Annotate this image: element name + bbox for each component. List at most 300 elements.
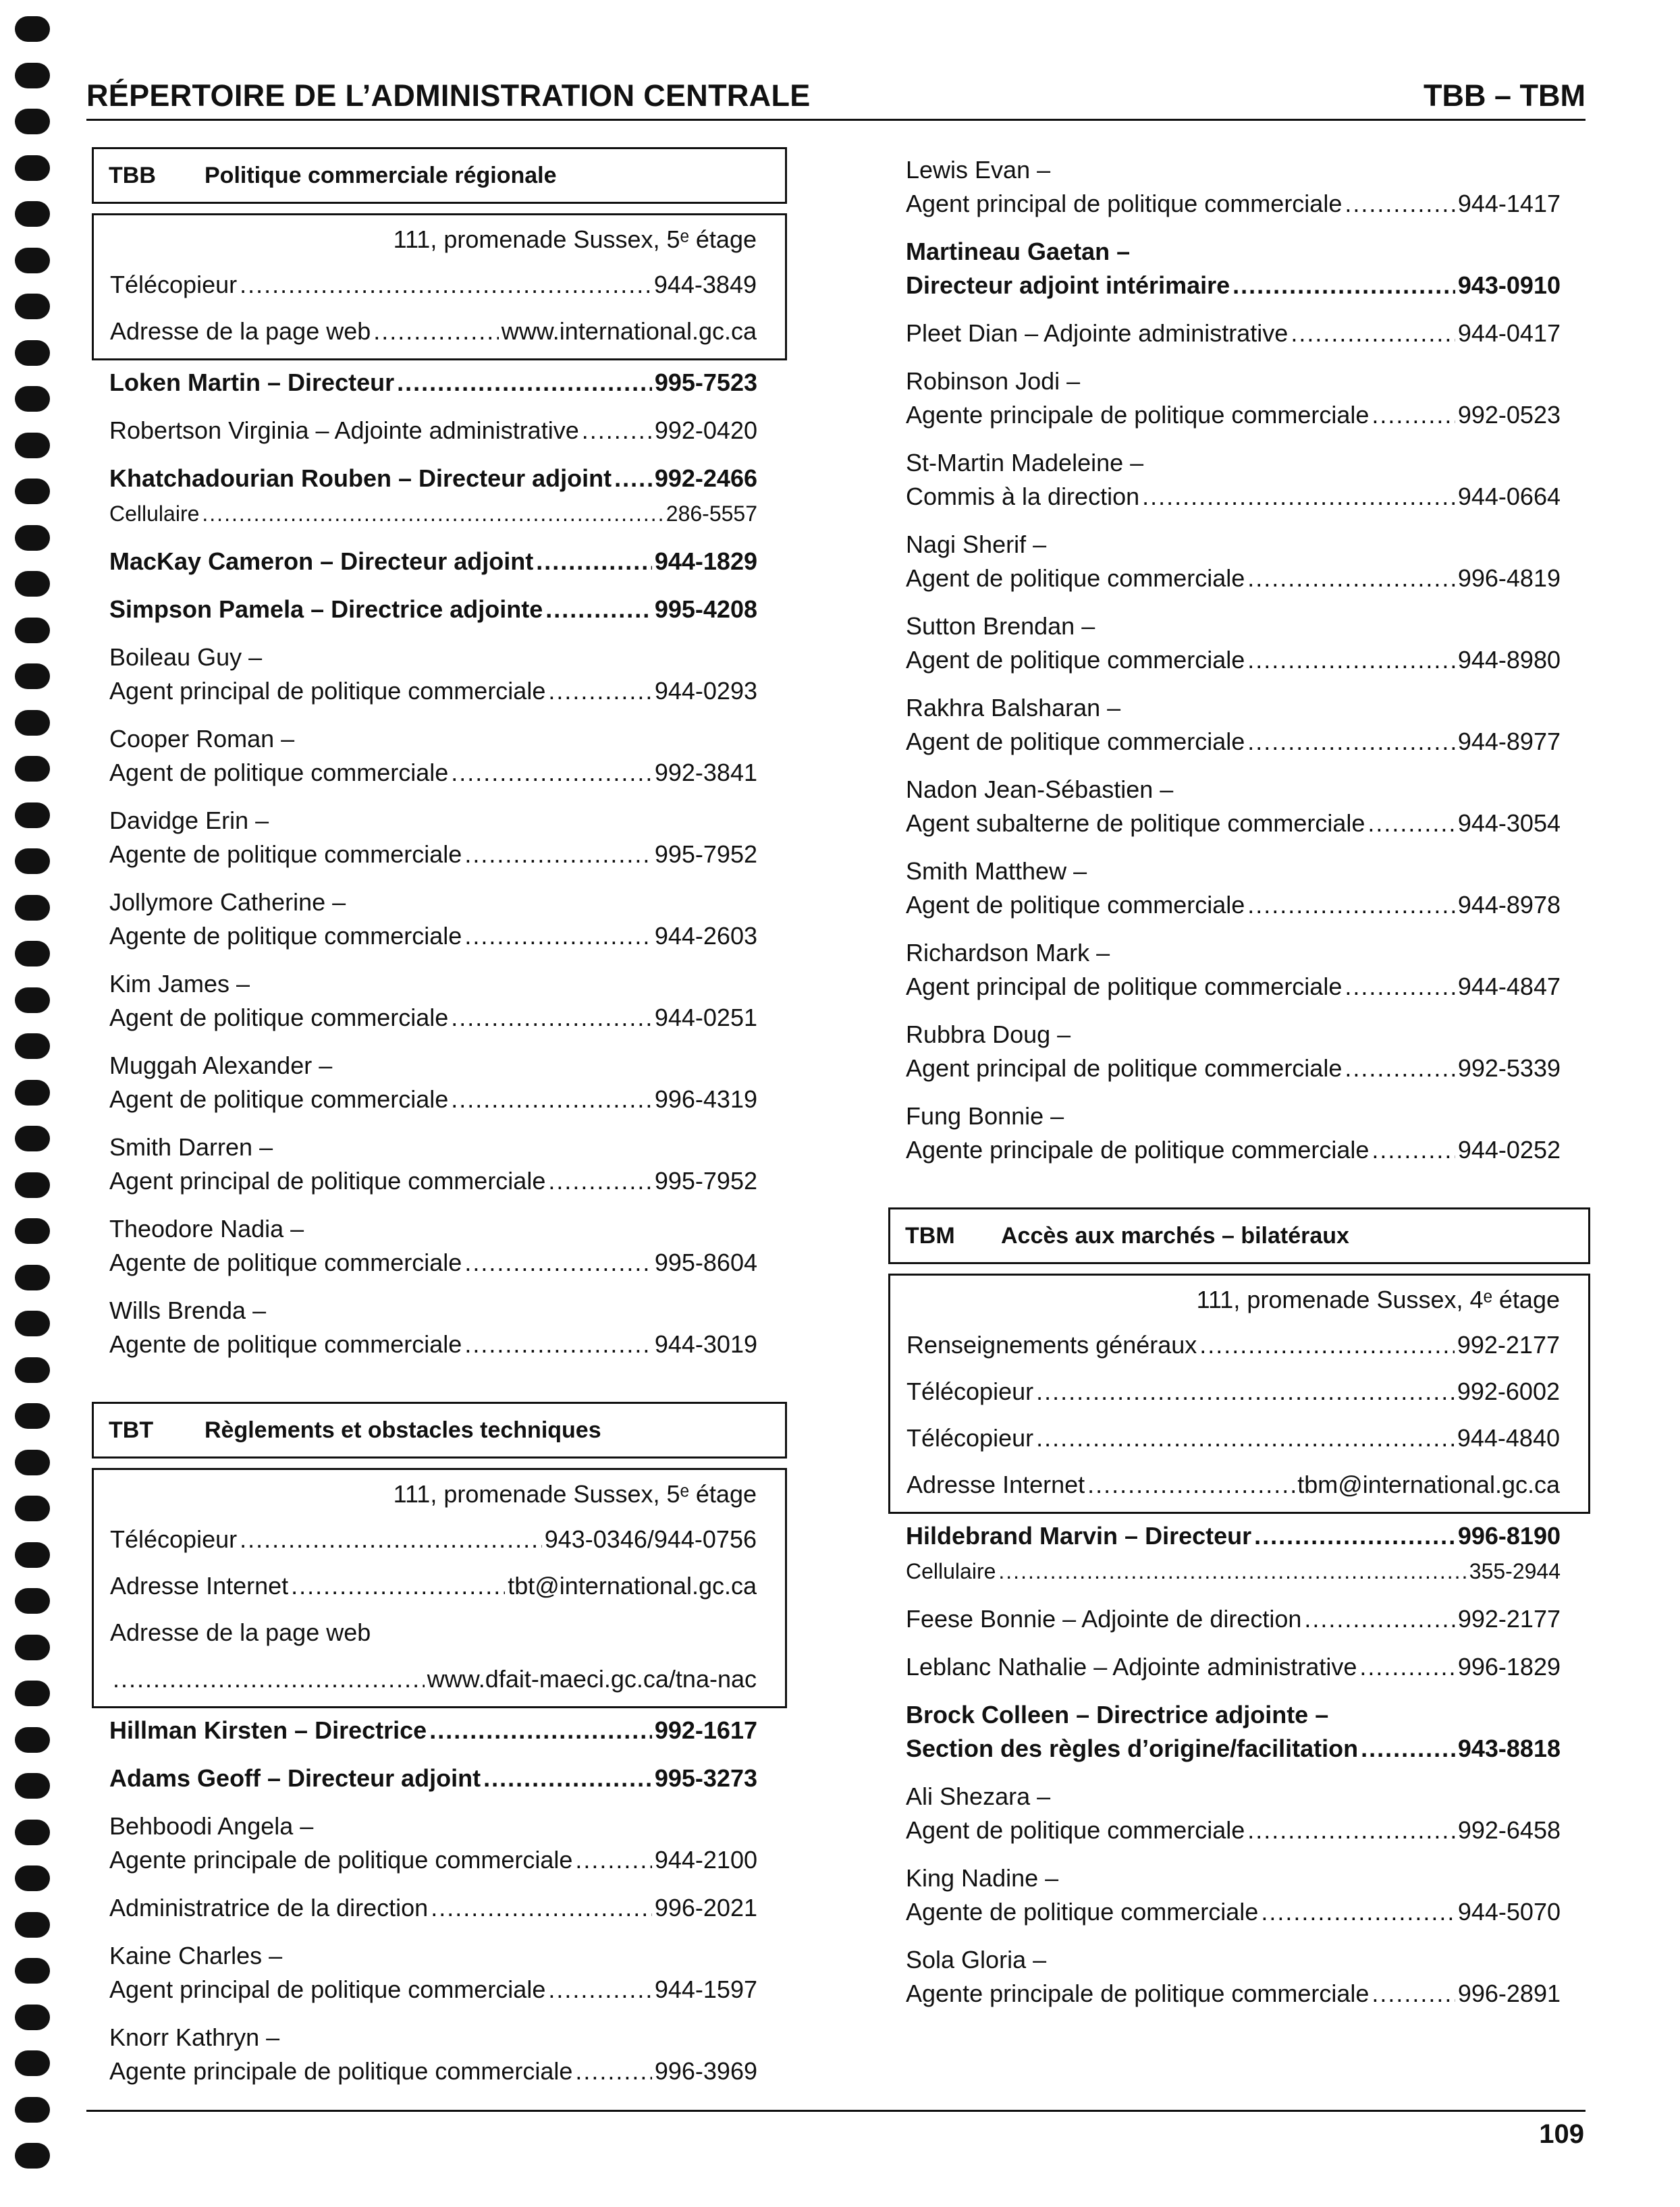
section-name: Accès aux marchés – bilatéraux	[1001, 1223, 1349, 1249]
section-address: 111, promenade Sussex, 5ᵉ étage	[393, 1480, 757, 1508]
staff-entry	[109, 1130, 757, 1198]
staff-entry	[109, 462, 757, 495]
staff-name: Kaine Charles –	[109, 1942, 283, 1969]
phone-number: 992-0420	[654, 416, 757, 444]
staff-title-line	[906, 562, 1561, 595]
staff-entry	[906, 1554, 1561, 1588]
staff-name: Sutton Brendan –	[906, 612, 1095, 640]
phone-number: 944-2100	[654, 1846, 757, 1874]
dot-leader	[397, 366, 652, 400]
staff-entry	[906, 446, 1561, 514]
staff-entry	[906, 1943, 1561, 2011]
dot-leader	[1247, 562, 1455, 595]
staff-name: Boileau Guy –	[109, 643, 263, 671]
staff-line	[109, 462, 757, 495]
dot-leader	[1087, 1461, 1295, 1508]
binder-hole	[15, 1542, 50, 1568]
phone-number: 944-4847	[1457, 973, 1561, 1000]
staff-name: Richardson Mark –	[906, 939, 1110, 966]
staff-entry	[906, 153, 1561, 221]
phone-number: 996-2021	[654, 1894, 757, 1922]
staff-title: Agent de politique commerciale	[906, 1816, 1245, 1844]
dot-leader	[451, 1001, 652, 1035]
staff-title-line	[906, 1732, 1561, 1766]
dot-leader	[1361, 1732, 1455, 1766]
staff-title: Agent subalterne de politique commerciale	[906, 809, 1365, 837]
staff-title: Agente principale de politique commerciale	[109, 2057, 573, 2085]
binder-hole	[15, 1172, 50, 1198]
page-number: 109	[1539, 2119, 1584, 2149]
staff-title: Agent de politique commerciale	[906, 891, 1245, 919]
staff-list	[92, 366, 787, 1361]
binder-hole	[15, 1357, 50, 1383]
binder-hole	[15, 479, 50, 504]
binder-hole	[15, 1033, 50, 1059]
staff-name: Fung Bonnie –	[906, 1102, 1064, 1130]
binder-hole	[15, 2050, 50, 2076]
staff-entry	[906, 235, 1561, 302]
dot-leader	[548, 674, 652, 708]
binder-hole	[15, 1265, 50, 1290]
section-gap	[888, 1167, 1590, 1207]
staff-title: Agente de politique commerciale	[109, 840, 462, 868]
staff-entry	[109, 1714, 757, 1747]
staff-line	[109, 593, 757, 626]
staff-name: Brock Colleen – Directrice adjointe –	[906, 1701, 1329, 1728]
staff-name: Behboodi Angela –	[109, 1812, 314, 1840]
staff-title-line	[109, 756, 757, 790]
staff-entry	[109, 1809, 757, 1877]
phone-number: 996-1829	[1457, 1653, 1561, 1681]
info-label: Télécopieur	[110, 1525, 238, 1553]
binder-hole	[15, 1080, 50, 1106]
dot-leader	[1304, 1602, 1455, 1636]
staff-title-line	[906, 1133, 1561, 1167]
dot-leader	[1036, 1415, 1455, 1461]
staff-name: Jollymore Catherine –	[109, 888, 346, 916]
staff-entry	[906, 1698, 1561, 1766]
staff-entry	[109, 593, 757, 626]
binder-hole	[15, 1218, 50, 1244]
staff-name: Smith Matthew –	[906, 857, 1087, 885]
staff-name: Robinson Jodi –	[906, 367, 1081, 395]
staff-entry	[906, 1099, 1561, 1167]
info-label: Renseignements généraux	[906, 1331, 1197, 1359]
dot-leader	[1232, 269, 1455, 302]
binder-hole	[15, 109, 50, 134]
staff-name: Khatchadourian Rouben – Directeur adjoint	[109, 464, 612, 492]
staff-title: Agent de politique commerciale	[109, 759, 449, 786]
binder-hole	[15, 618, 50, 643]
dot-leader	[451, 1083, 652, 1116]
staff-name: Leblanc Nathalie – Adjointe administrative	[906, 1653, 1357, 1681]
dot-leader	[1345, 970, 1455, 1004]
staff-name: Muggah Alexander –	[109, 1052, 333, 1079]
staff-name: Theodore Nadia –	[109, 1215, 304, 1243]
binder-hole	[15, 710, 50, 736]
phone-number: 944-1417	[1457, 190, 1561, 217]
staff-name: Hillman Kirsten – Directrice	[109, 1716, 427, 1744]
staff-line	[109, 1762, 757, 1795]
dot-leader	[582, 414, 652, 447]
phone-number: 996-4819	[1457, 564, 1561, 592]
binder-hole	[15, 848, 50, 874]
staff-title: Agent de politique commerciale	[906, 728, 1245, 755]
staff-name: Cooper Roman –	[109, 725, 295, 753]
staff-name: Adams Geoff – Directeur adjoint	[109, 1764, 481, 1792]
dot-leader	[1247, 888, 1455, 922]
dot-leader	[1036, 1368, 1455, 1415]
binder-hole	[15, 802, 50, 828]
binder-hole	[15, 2097, 50, 2123]
section-code: TBM	[905, 1223, 955, 1249]
staff-name: Administratrice de la direction	[109, 1894, 429, 1922]
info-label: Adresse Internet	[906, 1471, 1085, 1498]
phone-number: 944-1597	[654, 1976, 757, 2003]
phone-number: 944-0251	[654, 1004, 757, 1031]
staff-entry	[109, 497, 757, 530]
binder-hole	[15, 895, 50, 921]
section-info-box	[92, 213, 787, 360]
binder-hole	[15, 756, 50, 782]
binder-hole	[15, 1820, 50, 1845]
info-label: Adresse de la page web	[110, 317, 371, 345]
info-value: 992-6002	[1457, 1378, 1560, 1405]
staff-title: Agent principal de politique commerciale	[109, 1167, 546, 1195]
phone-number: 944-3019	[654, 1330, 757, 1358]
staff-entry	[906, 691, 1561, 759]
staff-title: Agent de politique commerciale	[906, 564, 1245, 592]
staff-entry	[906, 609, 1561, 677]
staff-title-line	[109, 1328, 757, 1361]
staff-title: Agent principal de politique commerciale	[109, 1976, 546, 2003]
staff-entry	[906, 1650, 1561, 1684]
phone-number: 944-8977	[1457, 728, 1561, 755]
dot-leader	[1247, 643, 1455, 677]
staff-name: King Nadine –	[906, 1864, 1059, 1892]
binder-hole	[15, 1450, 50, 1475]
staff-name: Hildebrand Marvin – Directeur	[906, 1522, 1252, 1550]
phone-number: 992-5339	[1457, 1054, 1561, 1082]
staff-entry	[906, 528, 1561, 595]
dot-leader	[1142, 480, 1455, 514]
dot-leader	[1372, 1133, 1455, 1167]
page-title: RÉPERTOIRE DE L’ADMINISTRATION CENTRALE	[86, 78, 811, 113]
phone-number: 944-0664	[1457, 483, 1561, 510]
info-row	[110, 308, 757, 354]
section-address: 111, promenade Sussex, 5ᵉ étage	[393, 225, 757, 253]
info-row	[110, 1516, 757, 1562]
phone-number: 995-7952	[654, 1167, 757, 1195]
staff-name: MacKay Cameron – Directeur adjoint	[109, 547, 534, 575]
left-column	[92, 147, 787, 2088]
staff-name: Loken Martin – Directeur	[109, 369, 395, 396]
staff-name: Knorr Kathryn –	[109, 2023, 280, 2051]
info-value: 944-3849	[653, 271, 757, 298]
dot-leader	[1345, 1052, 1455, 1085]
binder-hole	[15, 1912, 50, 1938]
staff-entry	[109, 885, 757, 953]
section-header	[92, 147, 787, 204]
staff-line	[906, 1602, 1561, 1636]
dot-leader	[464, 919, 652, 953]
dot-leader	[113, 1656, 425, 1702]
staff-title-line	[906, 1814, 1561, 1847]
binder-hole	[15, 1311, 50, 1336]
phone-number: 992-2177	[1457, 1605, 1561, 1633]
info-row	[906, 1368, 1560, 1415]
staff-name: Kim James –	[109, 970, 250, 998]
staff-title: Section des règles d’origine/facilitation	[906, 1735, 1359, 1762]
staff-entry	[109, 366, 757, 400]
binder-hole	[15, 1681, 50, 1706]
staff-line	[109, 414, 757, 447]
footer-rule	[86, 2110, 1586, 2112]
phone-number: 996-8190	[1457, 1522, 1561, 1550]
info-label: Télécopieur	[906, 1424, 1034, 1452]
staff-entry	[109, 545, 757, 578]
info-row	[110, 1656, 757, 1702]
dot-leader	[1372, 398, 1455, 432]
phone-number: 996-4319	[654, 1085, 757, 1113]
staff-entry	[906, 854, 1561, 922]
staff-name: Smith Darren –	[109, 1133, 273, 1161]
binder-hole	[15, 941, 50, 966]
binder-hole	[15, 1403, 50, 1429]
dot-leader	[429, 1714, 652, 1747]
section-address: 111, promenade Sussex, 4ᵉ étage	[1196, 1286, 1560, 1313]
staff-name: Sola Gloria –	[906, 1946, 1047, 1973]
staff-entry	[109, 1891, 757, 1925]
staff-entry	[109, 1939, 757, 2007]
staff-name: Cellulaire	[109, 501, 200, 526]
info-label: Télécopieur	[906, 1378, 1034, 1405]
staff-title: Agente principale de politique commerciale	[906, 401, 1370, 429]
dot-leader	[431, 1891, 652, 1925]
section-header	[888, 1207, 1590, 1264]
phone-number: 944-1829	[654, 547, 757, 575]
staff-list	[92, 1714, 787, 2088]
staff-name: Ali Shezara –	[906, 1782, 1051, 1810]
dot-leader	[483, 1762, 652, 1795]
staff-name: Nadon Jean-Sébastien –	[906, 775, 1174, 803]
staff-name: Feese Bonnie – Adjointe de direction	[906, 1605, 1302, 1633]
phone-number: 944-3054	[1457, 809, 1561, 837]
dot-leader	[575, 1843, 651, 1877]
staff-entry	[109, 722, 757, 790]
phone-number: 944-0417	[1457, 319, 1561, 347]
section-info-box	[92, 1468, 787, 1708]
staff-title: Agente principale de politique commerciale	[906, 1136, 1370, 1164]
dot-leader	[545, 593, 652, 626]
staff-entry	[109, 2021, 757, 2088]
staff-title: Agente principale de politique commerciale	[906, 1980, 1370, 2007]
staff-entry	[109, 1049, 757, 1116]
staff-title: Commis à la direction	[906, 483, 1140, 510]
phone-number: 944-8980	[1457, 646, 1561, 674]
staff-entry	[906, 1018, 1561, 1085]
info-row	[110, 1609, 757, 1656]
dot-leader	[1372, 1977, 1455, 2011]
staff-title-line	[906, 970, 1561, 1004]
binder-hole	[15, 63, 50, 88]
info-value: 943-0346/944-0756	[544, 1525, 757, 1553]
dot-leader	[240, 1516, 542, 1562]
staff-title-line	[109, 919, 757, 953]
dot-leader	[373, 308, 499, 354]
info-row	[906, 1461, 1560, 1508]
staff-name: Simpson Pamela – Directrice adjointe	[109, 595, 543, 623]
staff-title: Agente principale de politique commerciale	[109, 1846, 573, 1874]
phone-number: 944-0252	[1457, 1136, 1561, 1164]
staff-title: Directeur adjoint intérimaire	[906, 271, 1230, 299]
right-column	[888, 147, 1590, 2011]
section-codes: TBB – TBM	[1424, 78, 1586, 113]
staff-name: St-Martin Madeleine –	[906, 449, 1144, 476]
dot-leader	[1247, 725, 1455, 759]
staff-title-line	[109, 838, 757, 871]
info-row	[110, 261, 757, 308]
binder-hole	[15, 663, 50, 689]
staff-title-line	[109, 1246, 757, 1280]
staff-title-line	[906, 269, 1561, 302]
staff-name: Rubbra Doug –	[906, 1020, 1071, 1048]
binder-hole	[15, 1126, 50, 1151]
info-value: tbt@international.gc.ca	[508, 1572, 757, 1600]
staff-title: Agent de politique commerciale	[109, 1085, 449, 1113]
dot-leader	[1345, 187, 1455, 221]
staff-title-line	[906, 643, 1561, 677]
staff-entry	[109, 1294, 757, 1361]
binder-hole	[15, 2005, 50, 2030]
staff-entry	[906, 364, 1561, 432]
staff-title: Agent principal de politique commerciale	[906, 190, 1343, 217]
phone-number: 944-8978	[1457, 891, 1561, 919]
binder-hole	[15, 16, 50, 42]
staff-line	[109, 1714, 757, 1747]
staff-title: Agent principal de politique commerciale	[109, 677, 546, 705]
binder-hole	[15, 525, 50, 551]
staff-list	[888, 153, 1590, 1167]
phone-number: 944-5070	[1457, 1898, 1561, 1926]
staff-name: Davidge Erin –	[109, 807, 269, 834]
staff-line	[109, 497, 757, 530]
staff-title-line	[109, 1001, 757, 1035]
staff-title-line	[109, 1843, 757, 1877]
staff-name: Rakhra Balsharan –	[906, 694, 1121, 721]
phone-number: 992-2466	[654, 464, 757, 492]
phone-number: 992-0523	[1457, 401, 1561, 429]
phone-number: 992-1617	[654, 1716, 757, 1744]
dot-leader	[614, 462, 652, 495]
staff-entry	[906, 936, 1561, 1004]
staff-title-line	[906, 1977, 1561, 2011]
staff-name: Martineau Gaetan –	[906, 238, 1131, 265]
staff-title-line	[109, 1973, 757, 2007]
staff-title: Agente de politique commerciale	[109, 1330, 462, 1358]
staff-title-line	[906, 807, 1561, 840]
dot-leader	[536, 545, 652, 578]
staff-line	[906, 1554, 1561, 1588]
info-row	[906, 1415, 1560, 1461]
phone-number: 944-0293	[654, 677, 757, 705]
staff-line	[109, 545, 757, 578]
staff-entry	[906, 1519, 1561, 1553]
staff-title: Agente de politique commerciale	[109, 922, 462, 950]
dot-leader	[451, 756, 652, 790]
phone-number: 992-3841	[654, 759, 757, 786]
binder-hole	[15, 1773, 50, 1799]
staff-name: Robertson Virginia – Adjointe administrative	[109, 416, 579, 444]
staff-entry	[109, 1212, 757, 1280]
section-code: TBT	[109, 1417, 154, 1443]
info-label: Télécopieur	[110, 271, 238, 298]
staff-title-line	[109, 674, 757, 708]
info-value: 944-4840	[1457, 1424, 1560, 1452]
staff-line	[109, 1891, 757, 1925]
staff-title-line	[906, 480, 1561, 514]
phone-number: 943-8818	[1457, 1735, 1561, 1762]
staff-entry	[109, 967, 757, 1035]
binder-hole	[15, 1635, 50, 1660]
binder-hole	[15, 1588, 50, 1614]
info-row	[110, 1562, 757, 1609]
staff-line	[906, 1650, 1561, 1684]
dot-leader	[1247, 1814, 1455, 1847]
staff-entry	[906, 1780, 1561, 1847]
staff-title-line	[906, 725, 1561, 759]
section-gap	[92, 1361, 787, 1402]
staff-title-line	[906, 1052, 1561, 1085]
staff-entry	[109, 641, 757, 708]
phone-number: 996-3969	[654, 2057, 757, 2085]
staff-title-line	[906, 187, 1561, 221]
section-name: Politique commerciale régionale	[205, 163, 557, 188]
binder-hole	[15, 248, 50, 273]
dot-leader	[1261, 1895, 1455, 1929]
dot-leader	[548, 1164, 652, 1198]
section-header	[92, 1402, 787, 1459]
staff-name: Wills Brenda –	[109, 1297, 267, 1324]
staff-entry	[109, 414, 757, 447]
dot-leader	[998, 1554, 1466, 1588]
binder-hole	[15, 386, 50, 412]
dot-leader	[464, 1328, 652, 1361]
binder-hole	[15, 201, 50, 227]
info-value: www.international.gc.ca	[501, 317, 757, 345]
dot-leader	[291, 1562, 505, 1609]
dot-leader	[240, 261, 651, 308]
staff-list	[888, 1519, 1590, 2011]
info-label: Adresse de la page web	[110, 1618, 371, 1646]
dot-leader	[575, 2054, 651, 2088]
staff-line	[109, 366, 757, 400]
info-value: 992-2177	[1457, 1331, 1560, 1359]
binder-hole	[15, 2143, 50, 2169]
phone-number: 992-6458	[1457, 1816, 1561, 1844]
phone-number: 995-4208	[654, 595, 757, 623]
dot-leader	[1359, 1650, 1455, 1684]
section-name: Règlements et obstacles techniques	[205, 1417, 601, 1443]
binder-hole	[15, 433, 50, 458]
dot-leader	[1291, 317, 1455, 350]
dot-leader	[1367, 807, 1455, 840]
staff-line	[906, 317, 1561, 350]
staff-title: Agent de politique commerciale	[109, 1004, 449, 1031]
page-header	[86, 76, 1586, 121]
phone-number: 355-2944	[1469, 1559, 1561, 1583]
dot-leader	[464, 1246, 652, 1280]
